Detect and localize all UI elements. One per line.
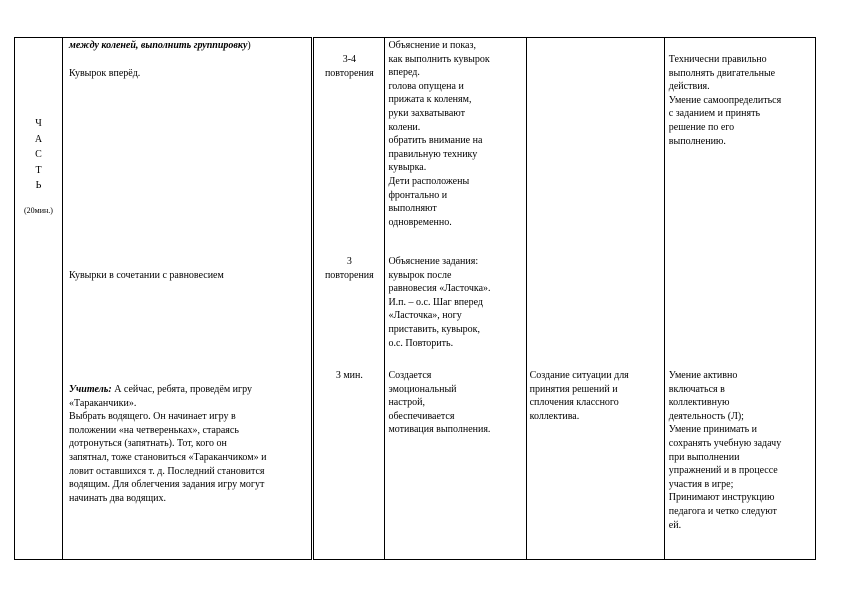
exercise-roll-balance: Кувырки в сочетании с равновесием <box>69 270 224 281</box>
lesson-plan-page <box>14 37 816 558</box>
dosage-cell <box>313 38 385 560</box>
methods-text: Объяснение задания: кувырок после равновесия «Ласточка». И.п. – о.с. Шаг вперед «Ласточка», ногу приставить, кувырок, о.с. Повторить. <box>388 256 491 349</box>
content-intro <box>69 39 307 53</box>
exercise-forward-roll: Кувырок вперёд. <box>69 68 141 79</box>
game-text: А сейчас, ребята, проведём игру «Тараканчики». Выбрать водящего. Он начинает игру в положении «на четвереньках», стараясь дотронуться (запятнать). Тот, кого он запятнал, тоже становиться «Тараканчиком» и ловит оставшихся т. д. Последний становится водящим. Для облегчения задания игру могут начинать два водящих. <box>69 384 267 504</box>
activity-text: Создание ситуации для принятия решений и сплочения классного коллектива. <box>529 370 629 422</box>
part-letter: С <box>35 149 42 161</box>
results-text: Умение активно включаться в коллективную деятельность (Л); Умение принимать и сохранять учебную задачу при выполнении упражнений и в процессе участия в игре; Принимают инструкцию педагога и четко следуют ей. <box>668 370 782 531</box>
part-letter: Ь <box>35 180 42 192</box>
activity-cell <box>526 38 664 560</box>
dosage-value: 3 повторения <box>324 256 374 281</box>
dosage-value: 3 мин. <box>335 370 363 381</box>
methods-text: Создается эмоциональный настрой, обеспечивается мотивация выполнения. <box>388 370 491 436</box>
part-letter: Ч <box>35 118 42 129</box>
dosage-value: 3-4 повторения <box>324 54 374 79</box>
methods-text: Объяснение и показ, как выполнить кувырок вперед. голова опущена и прижата к коленям, руки захватывают колени. обратить внимание на правильную технику кувырка. Дети расположены фронтально и выполняют одновременно. <box>388 40 490 228</box>
methods-cell <box>385 38 526 560</box>
content-intro-tail: ) <box>247 40 251 51</box>
part-time: (20мин.) <box>24 205 53 215</box>
lesson-plan-table <box>14 37 816 560</box>
content-intro-text: между коленей, выполнить группировку <box>69 40 248 51</box>
part-letter: А <box>34 133 43 145</box>
game-description <box>69 383 309 505</box>
results-cell <box>664 38 815 560</box>
part-letter: Т <box>35 164 42 176</box>
content-cell <box>63 38 313 560</box>
part-cell <box>15 38 63 560</box>
teacher-label: Учитель: <box>69 384 112 395</box>
results-text: Техничесни правильно выполнять двигательные действия. Умение самоопределиться с заданием и принять решение по его выполнению. <box>668 54 782 147</box>
table-row <box>15 38 816 560</box>
part-label <box>15 116 62 216</box>
